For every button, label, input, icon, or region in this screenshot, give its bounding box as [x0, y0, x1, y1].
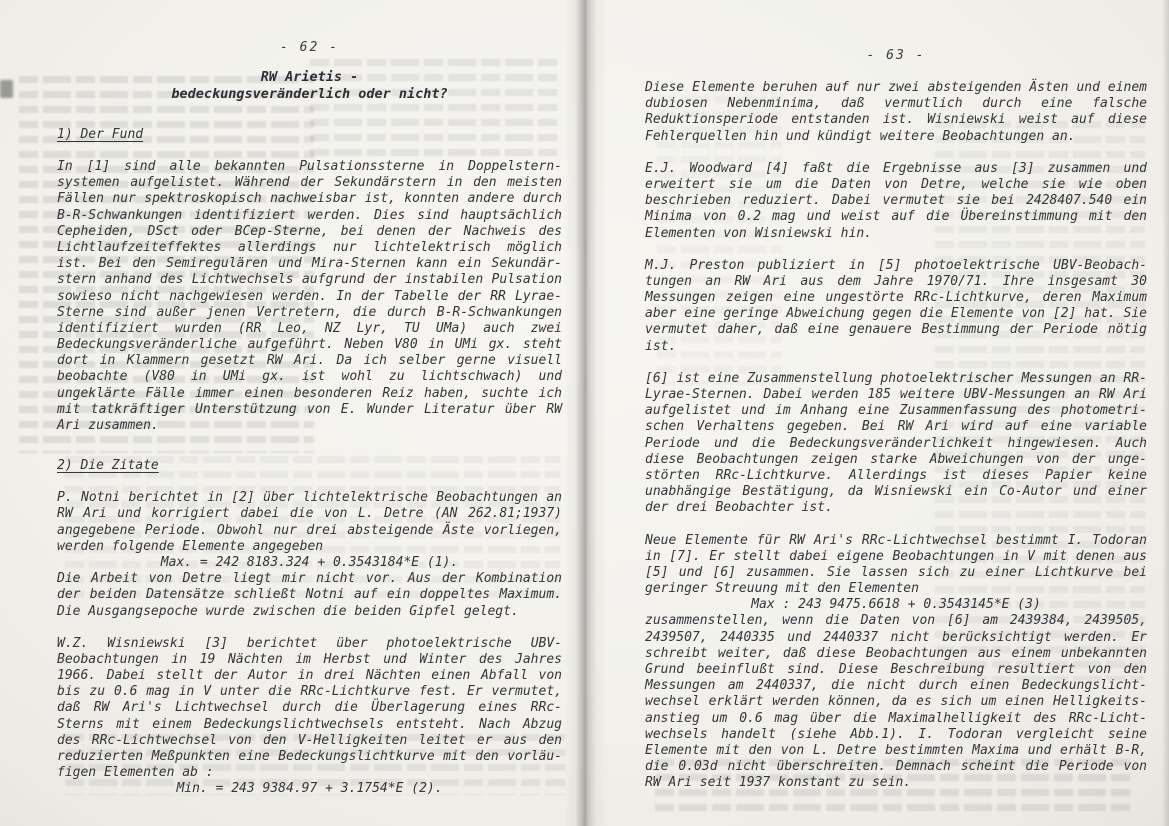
text-line: vermutet daher, daß eine genauere Bestimmung der Periode nötig [645, 322, 1147, 338]
text-line: Die Arbeit von Detre liegt mir nicht vor. Aus der Kombination [57, 571, 562, 587]
text-line: Periode und die Bedeckungsveränderlichkeit hingewiesen. Auch [645, 435, 1147, 451]
text-line: Elemente mit den von L. Detre bestimmten Maxima und erhält B-R, [645, 742, 1147, 758]
text-line: Messungen am 2440337, die nicht durch einen Bedeckungslicht- [645, 678, 1147, 694]
text-line: ungeklärte Fälle immer einen besonderen Reiz haben, suchte ich [57, 385, 562, 401]
text-line: des RRc-Lichtwechsel von den V-Helligkeiten leitet er aus den [57, 732, 562, 748]
text-line: bis zu 0.6 mag in V unter die RRc-Lichtkurve fest. Er vermutet, [57, 684, 562, 700]
text-line: Neue Elemente für RW Ari's RRc-Lichtwechsel bestimmt I. Todoran [645, 532, 1147, 548]
paragraph [645, 533, 1147, 598]
text-line: beschrieben reduziert. Dabei vermutet sie bei 2428407.540 ein [645, 193, 1147, 209]
text-line: Elementen von Wisniewski hin. [645, 225, 872, 241]
text-line: erweitert sie um die Daten von Detre, welche sie wie oben [645, 176, 1147, 192]
paragraph [645, 613, 1147, 791]
text-line: Ari zusammen. [57, 418, 159, 433]
text-line: mit tatkräftiger Unterstützung von E. Wunder Literatur über RW [57, 401, 562, 417]
text-line: M.J. Preston publiziert in [5] photoelektrische UBV-Beobach- [645, 257, 1147, 273]
text-line: B-R-Schwankungen identifiziert werden. Dies sind hauptsächlich [57, 207, 562, 223]
text-line: RW Ari seit 1937 konstant zu sein. [645, 775, 912, 791]
text-line: ist. [645, 338, 677, 354]
page-number-right: - 63 - [866, 48, 926, 63]
text-line: [5] und [6] zusammen. Sie lassen sich zu einer Lichtkurve bei [645, 564, 1147, 580]
text-line: geringer Streuung mit den Elementen [645, 581, 919, 597]
text-line: Sterns mit einem Bedeckungslichtwechsels entsteht. Nach Abzug [57, 716, 562, 732]
text-line: tungen an RW Ari aus dem Jahre 1970/71. Ihre insgesamt 30 [645, 273, 1147, 289]
text-line: Sterne sind außer jenen Vertretern, die durch B-R-Schwankungen [57, 304, 562, 320]
page-62-content [57, 127, 562, 798]
page-gutter-shadow [564, 0, 608, 826]
page-63-content [645, 80, 1147, 792]
text-line: Reduktionsperiode entstanden ist. Wisniewski weist auf diese [645, 112, 1147, 128]
article-title-line1: RW Arietis - [260, 69, 359, 85]
text-line: 2439507, 2440335 und 2440337 nicht berücksichtigt werden. Er [645, 629, 1147, 645]
scan-edge-mark [0, 80, 13, 98]
text-line: 1966. Dabei stellt der Autor in drei Nächten einen Abfall von [57, 668, 562, 684]
text-line: zusammenstellen, wenn die Daten von [6] am 2439384, 2439505, [645, 613, 1147, 629]
text-line: Die Ausgangsepoche wurde zwischen die beiden Gipfel gelegt. [57, 603, 519, 619]
text-line: Messungen zeigen eine ungestörte RRc-Lichtkurve, deren Maximum [645, 290, 1147, 306]
text-line: Cepheiden, DSct oder BCep-Sterne, bei denen der Nachweis des [57, 223, 562, 239]
text-line: wechsels handelt (siehe Abb.1). I. Todoran vergleicht seine [645, 726, 1147, 742]
text-line: wechsel erklärt werden können, da es sich um einen Helligkeits- [645, 694, 1147, 710]
article-title [57, 69, 562, 103]
page-62 [57, 40, 562, 798]
paragraph [57, 636, 562, 782]
text-line: systemen aufgelistet. Während der Sekundärstern in den meisten [57, 175, 562, 191]
scan-edge-shadow [1162, 0, 1169, 826]
text-line: RW Ari und korrigiert dabei die von L. Detre (AN 262.81;1937) [57, 506, 562, 522]
text-line: stern anhand des Lichtwechsels aufgrund der instabilen Pulsation [57, 272, 562, 288]
text-line: sowieso nicht nachgewiesen werden. In der Tabelle der RR Lyrae- [57, 288, 562, 304]
text-line: Bedeckungsveränderliche aufgeführt. Neben V80 in UMi gx. steht [57, 337, 562, 353]
formula-line: Max : 243 9475.6618 + 0.3543145*E (3) [751, 597, 1041, 613]
section-heading: 1) Der Fund [57, 127, 144, 142]
text-line: der beiden Datensätze schließt Notni auf ein doppeltes Maximum. [57, 587, 562, 603]
text-line: in [7]. Er stellt dabei eigene Beobachtungen in V mit denen aus [645, 548, 1147, 564]
text-line: dort in Klammern gesetzt RW Ari. Da ich selber gerne visuell [57, 353, 562, 369]
text-line: dubiosen Nebenminima, daß vermutlich durch eine falsche [645, 96, 1147, 112]
paragraph [645, 371, 1147, 517]
text-line: Lyrae-Sternen. Dabei werden 185 weitere UBV-Messungen an RW Ari [645, 387, 1147, 402]
text-line: anstieg um 0.6 mag über die Maximalhelligkeit des RRc-Licht- [645, 710, 1147, 726]
paragraph [645, 258, 1147, 355]
text-line: W.Z. Wisniewski [3] berichtet über photoelektrische UBV- [57, 635, 562, 651]
text-line: aber eine geringe Abweichung gegen die Elemente von [2] hat. Sie [645, 306, 1147, 322]
text-line: In [1] sind alle bekannten Pulsationssterne in Doppelstern- [57, 159, 562, 174]
text-line: Grund beeinflußt sind. Diese Beschreibung resultiert von den [645, 662, 1147, 678]
text-line: E.J. Woodward [4] faßt die Ergebnisse aus [3] zusammen und [645, 160, 1147, 176]
text-line: Fällen nur spektroskopisch nachweisbar ist, konnten andere durch [57, 191, 562, 207]
text-line: [6] ist eine Zusammenstellung photoelektrischer Messungen an RR- [645, 370, 1147, 386]
text-line: angegebene Periode. Obwohl nur drei absteigende Äste vorliegen, [57, 522, 562, 538]
formula-line: Max. = 242 8183.324 + 0.3543184*E (1). [160, 554, 459, 570]
text-line: die 0.03d nicht überschreiten. Demnach scheint die Periode von [645, 759, 1147, 775]
text-line: figen Elementen ab : [57, 765, 214, 781]
text-line: werden folgende Elemente angegeben [57, 538, 324, 554]
text-line: Minima von 0.2 mag und weist auf die Übereinstimmung mit den [645, 209, 1147, 225]
text-line: Beobachtungen in 19 Nächten im Herbst und Winter des Jahres [57, 651, 562, 667]
text-line: diese Beobachtungen zeigen starke Abweichungen von der unge- [645, 451, 1147, 467]
paragraph [57, 571, 562, 620]
text-line: schreibt weiter, daß diese Beobachtungen aus einem unbekannten [645, 645, 1147, 661]
paragraph [57, 490, 562, 555]
paragraph [57, 159, 562, 434]
text-line: P. Notni berichtet in [2] über lichtelektrische Beobachtungen an [57, 490, 562, 506]
text-line: identifiziert wurden (RR Leo, NZ Lyr, TU UMa) auch zwei [57, 320, 562, 336]
text-line: daß RW Ari's Lichtwechsel durch die Überlagerung eines RRc- [57, 700, 562, 716]
text-line: unabhängige Bestätigung, da Wisniewski ein Co-Autor und einer [645, 484, 1147, 500]
paragraph [645, 161, 1147, 242]
page-63 [645, 48, 1147, 792]
text-line: Diese Elemente beruhen auf nur zwei absteigenden Ästen und einem [645, 80, 1147, 95]
text-line: der drei Beobachter ist. [645, 500, 833, 516]
text-line: beobachte (V80 in UMi gx. ist wohl zu lichtschwach) und [57, 369, 562, 385]
text-line: ist. Bei den Semiregulären und Mira-Sternen kann ein Sekundär- [57, 256, 562, 272]
text-line: schen Verhaltens gegeben. Bei RW Ari wird auf eine variable [645, 419, 1147, 435]
formula-line: Min. = 243 9384.97 + 3.1754*E (2). [176, 781, 443, 797]
text-line: reduzierten Meßpunkten eine Bedeckungslichtkurve mit den vorläu- [57, 749, 562, 765]
section-heading: 2) Die Zitate [57, 458, 159, 474]
page-number-left: - 62 - [280, 40, 339, 55]
paragraph [645, 80, 1147, 145]
text-line: aufgelistet und im Anhang eine Zusammenfassung des photometri- [645, 403, 1147, 419]
article-title-line2: bedeckungsveränderlich oder nicht? [171, 86, 448, 102]
text-line: Lichtlaufzeiteffektes allerdings nur lichtelektrisch möglich [57, 239, 562, 255]
text-line: störten RRc-Lichtkurve. Allerdings ist dieses Papier keine [645, 467, 1147, 483]
text-line: Fehlerquellen hin und kündigt weitere Beobachtungen an. [645, 128, 1076, 144]
